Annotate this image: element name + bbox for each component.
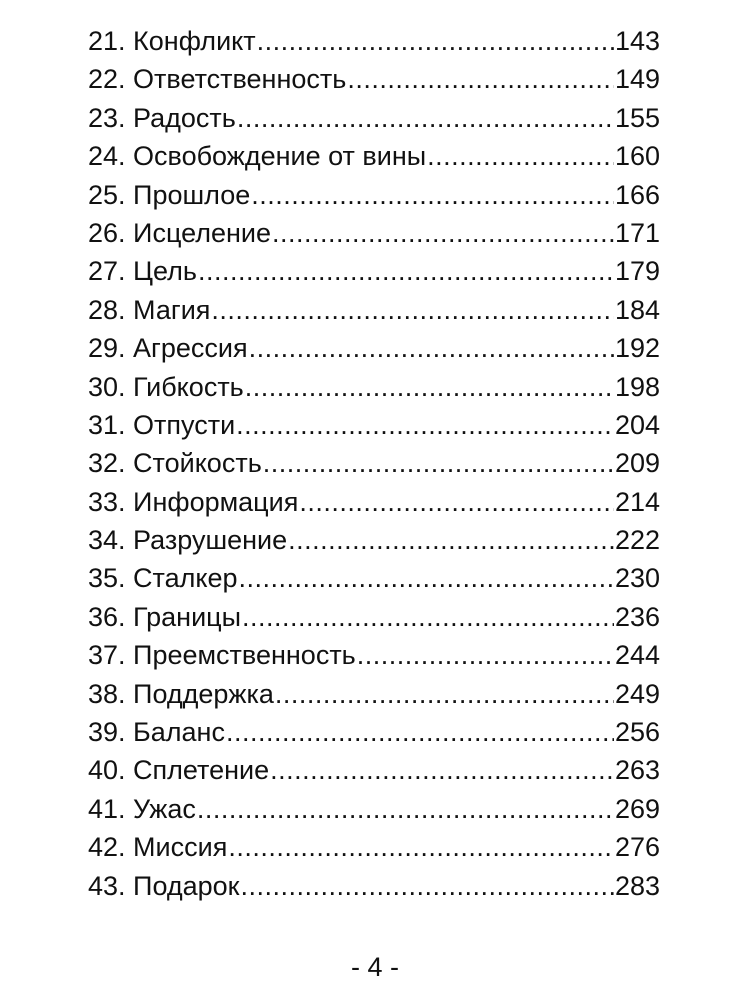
toc-entry-title: 36. Границы: [88, 601, 242, 632]
dot-leader: [257, 22, 614, 60]
dot-leader: [239, 559, 614, 597]
toc-entry-title: 37. Преемственность: [88, 640, 356, 671]
toc-entry[interactable]: [88, 99, 660, 137]
toc-entry[interactable]: [88, 252, 660, 290]
dot-leader: [427, 137, 614, 175]
toc-entry-page: 222: [614, 525, 660, 556]
dot-leader: [272, 214, 614, 252]
dot-leader: [251, 176, 614, 214]
toc-entry-page: 209: [614, 448, 660, 479]
toc-entry-page: 283: [614, 870, 660, 901]
toc-entry-page: 184: [614, 294, 660, 325]
toc-entry-page: 155: [614, 102, 660, 133]
toc-entry[interactable]: [88, 636, 660, 674]
toc-entry[interactable]: [88, 60, 660, 98]
toc-entry[interactable]: [88, 406, 660, 444]
toc-entry[interactable]: [88, 675, 660, 713]
dot-leader: [288, 521, 614, 559]
toc-entry-title: 21. Конфликт: [88, 26, 256, 56]
toc-entry-title: 41. Ужас: [88, 793, 196, 824]
dot-leader: [198, 252, 614, 290]
dot-leader: [357, 636, 614, 674]
dot-leader: [237, 99, 614, 137]
toc-entry[interactable]: [88, 176, 660, 214]
toc-entry-title: 23. Радость: [88, 102, 236, 133]
toc-entry-title: 25. Прошлое: [88, 179, 251, 210]
dot-leader: [197, 790, 614, 828]
toc-entry-page: 249: [614, 678, 660, 709]
toc-entry[interactable]: [88, 751, 660, 789]
toc-entry-page: 269: [614, 793, 660, 824]
toc-entry-title: 26. Исцеление: [88, 217, 272, 248]
toc-entry-page: 276: [614, 832, 660, 863]
dot-leader: [211, 291, 614, 329]
toc-entry-title: 29. Агрессия: [88, 333, 248, 364]
toc-entry-page: 179: [614, 256, 660, 287]
toc-entry[interactable]: [88, 559, 660, 597]
toc-entry[interactable]: [88, 713, 660, 751]
dot-leader: [249, 329, 614, 367]
toc-entry-title: 33. Информация: [88, 486, 299, 517]
dot-leader: [299, 483, 614, 521]
toc-entry-page: 256: [614, 717, 660, 748]
toc-entry[interactable]: [88, 329, 660, 367]
dot-leader: [228, 828, 614, 866]
table-of-contents: [88, 22, 660, 905]
dot-leader: [236, 406, 614, 444]
toc-entry[interactable]: [88, 137, 660, 175]
dot-leader: [347, 60, 614, 98]
dot-leader: [245, 368, 614, 406]
toc-entry[interactable]: [88, 214, 660, 252]
toc-entry-title: 30. Гибкость: [88, 371, 244, 402]
dot-leader: [226, 713, 614, 751]
toc-entry[interactable]: [88, 22, 660, 60]
toc-entry[interactable]: [88, 483, 660, 521]
toc-entry-title: 27. Цель: [88, 256, 197, 287]
toc-entry[interactable]: [88, 368, 660, 406]
toc-entry-title: 39. Баланс: [88, 717, 225, 748]
dot-leader: [270, 751, 614, 789]
toc-entry[interactable]: [88, 828, 660, 866]
toc-entry-title: 43. Подарок: [88, 870, 240, 901]
toc-entry[interactable]: [88, 598, 660, 636]
toc-entry[interactable]: [88, 790, 660, 828]
dot-leader: [242, 598, 614, 636]
toc-entry[interactable]: [88, 867, 660, 905]
toc-entry-page: 160: [614, 141, 660, 172]
toc-entry-title: 38. Поддержка: [88, 678, 274, 709]
toc-entry-title: 22. Ответственность: [88, 64, 347, 95]
toc-entry-page: 166: [614, 179, 660, 210]
toc-entry[interactable]: [88, 521, 660, 559]
toc-entry-page: 204: [614, 409, 660, 440]
toc-entry-title: 31. Отпусти: [88, 409, 236, 440]
toc-entry[interactable]: [88, 444, 660, 482]
toc-entry-title: 35. Сталкер: [88, 563, 238, 594]
page-number: - 4 -: [350, 952, 399, 982]
toc-entry-page: 198: [614, 371, 660, 402]
toc-entry-title: 40. Сплетение: [88, 755, 270, 786]
dot-leader: [263, 444, 614, 482]
dot-leader: [275, 675, 614, 713]
toc-entry-title: 28. Магия: [88, 294, 211, 325]
toc-entry-page: 244: [614, 640, 660, 671]
toc-entry-page: 143: [614, 26, 660, 56]
toc-entry-page: 192: [614, 333, 660, 364]
toc-entry-title: 34. Разрушение: [88, 525, 288, 556]
toc-entry-page: 236: [614, 601, 660, 632]
dot-leader: [240, 867, 613, 905]
toc-entry-title: 24. Освобождение от вины: [88, 141, 427, 172]
toc-entry-page: 171: [614, 217, 660, 248]
toc-entry-title: 42. Миссия: [88, 832, 228, 863]
toc-entry-page: 263: [614, 755, 660, 786]
toc-entry-title: 32. Стойкость: [88, 448, 262, 479]
toc-entry-page: 214: [614, 486, 660, 517]
toc-entry-page: 230: [614, 563, 660, 594]
toc-entry[interactable]: [88, 291, 660, 329]
toc-entry-page: 149: [614, 64, 660, 95]
